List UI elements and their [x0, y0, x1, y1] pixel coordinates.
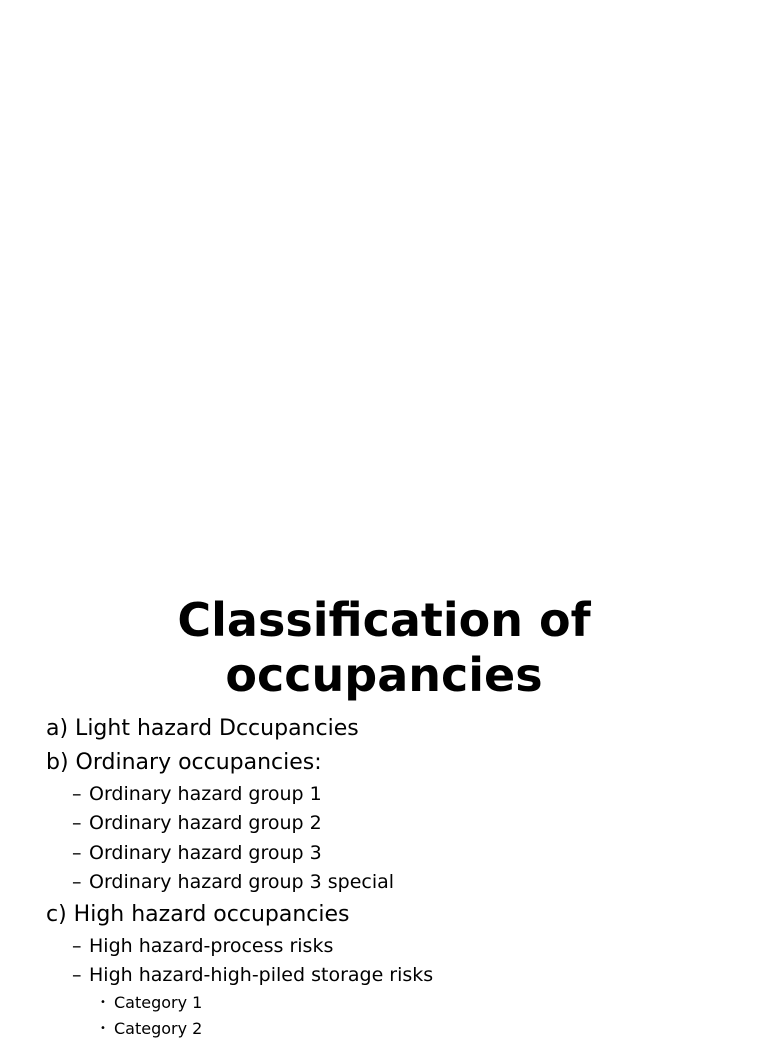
item-text: Ordinary hazard group 2	[89, 812, 322, 835]
list-item-light-hazard	[46, 712, 746, 746]
sub-item	[46, 780, 746, 809]
sub-item	[46, 839, 746, 868]
item-text: Ordinary hazard group 3	[89, 841, 322, 864]
item-text: c) High hazard occupancies	[46, 901, 350, 927]
item-text: Ordinary hazard group 1	[89, 783, 322, 805]
dash-marker: –	[72, 934, 82, 957]
dash-marker: –	[72, 871, 82, 894]
item-text: High hazard-high-piled storage risks	[89, 964, 434, 987]
bullet-marker: •	[100, 1023, 106, 1035]
item-text: Category 2	[114, 1019, 203, 1039]
sub-item	[46, 809, 746, 838]
item-text: Ordinary hazard group 3 special	[89, 871, 395, 894]
list-item-ordinary	[46, 746, 746, 780]
item-text: a) Light hazard Dccupancies	[46, 716, 359, 741]
item-text: b) Ordinary occupancies:	[46, 750, 322, 775]
dash-marker: –	[72, 841, 82, 864]
dash-marker: –	[72, 812, 82, 835]
sub-sub-item	[46, 1016, 746, 1042]
item-text: Category 1	[114, 993, 203, 1013]
sub-item	[46, 868, 746, 897]
title-line: occupancies	[225, 648, 543, 702]
sub-item	[46, 932, 746, 961]
dash-marker: –	[72, 964, 82, 987]
sub-sub-item	[46, 990, 746, 1016]
title-line: Classification of	[177, 593, 591, 647]
sub-item	[46, 961, 746, 990]
list-item-high-hazard	[46, 898, 746, 932]
bullet-marker: •	[100, 997, 106, 1009]
slide-content	[46, 712, 746, 1042]
slide-title	[0, 593, 768, 703]
item-text: High hazard-process risks	[89, 934, 334, 957]
dash-marker: –	[72, 783, 82, 805]
